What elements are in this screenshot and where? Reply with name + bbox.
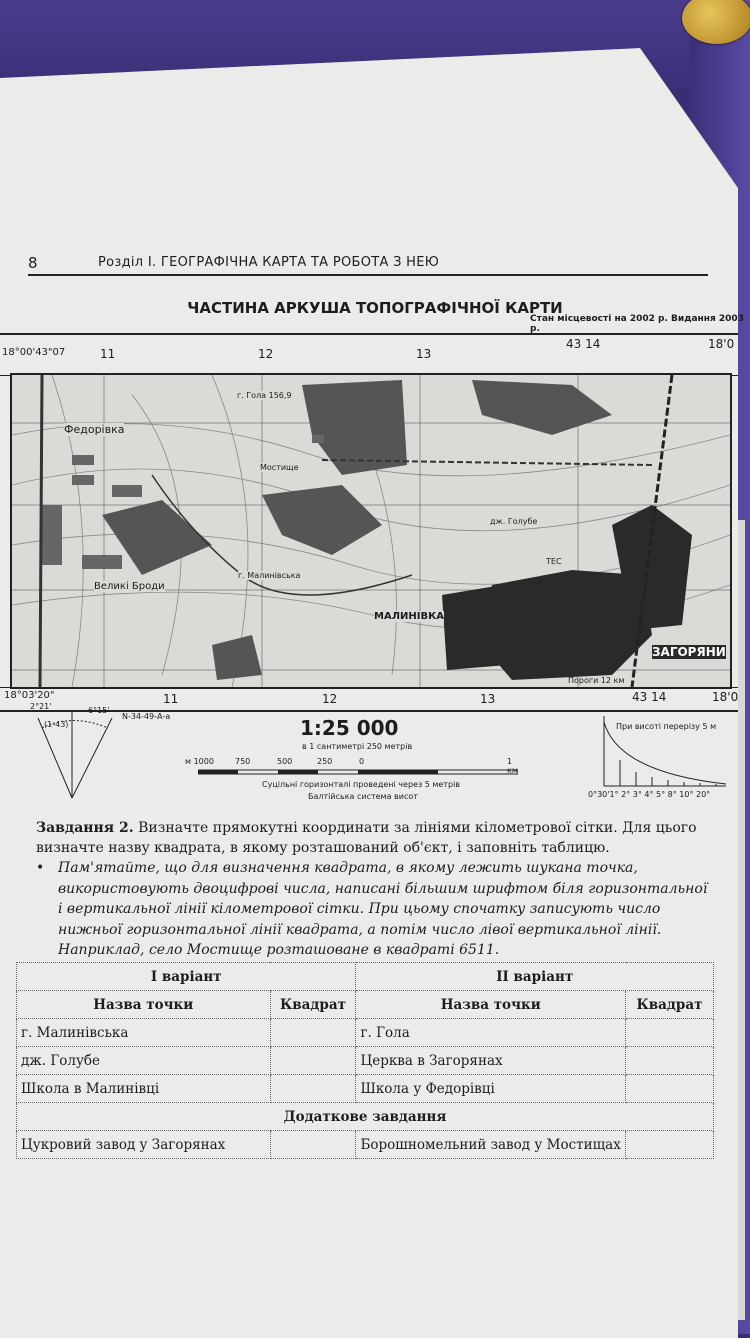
- map-scale: 1:25 000: [300, 716, 399, 740]
- col-point-header: Назва точки: [17, 991, 271, 1019]
- table-row: [17, 1131, 714, 1159]
- grid-top-label: 13: [416, 347, 432, 361]
- grid-bottom-label: 43 14: [632, 690, 667, 704]
- grid-bottom-label: 11: [163, 692, 179, 706]
- place-mostyshche: Мостище: [260, 463, 299, 472]
- slope-scale: [600, 712, 728, 788]
- scale-tick: 1 км: [507, 757, 518, 775]
- scale-tick: 250: [317, 757, 333, 766]
- square-cell[interactable]: [270, 1019, 356, 1047]
- point-name: Борошномельний завод у Мостищах: [356, 1131, 626, 1159]
- col-square-header: Квадрат: [270, 991, 356, 1019]
- slope-note: При висоті перерізу 5 м: [616, 722, 717, 731]
- scale-bar: [198, 768, 518, 778]
- extra-task-header: Додаткове завдання: [17, 1103, 714, 1131]
- declination-value: 6°15': [88, 706, 110, 715]
- scale-note: в 1 сантиметрі 250 метрів: [302, 742, 413, 751]
- square-cell[interactable]: [270, 1047, 356, 1075]
- variant-2-header: ІІ варіант: [356, 963, 714, 991]
- section-title: Розділ І. ГЕОГРАФІЧНА КАРТА ТА РОБОТА З НЕЮ: [98, 255, 440, 270]
- map-drawing: [12, 375, 730, 687]
- table-row: [17, 1047, 714, 1075]
- note-text: Пам'ятайте, що для визначення квадрата, в якому лежить шукана точка, використовують двоцифрові числа, написані більшим шрифтом біля горизонтальної і вертикальної лінії кілометрової сітки. При цьому спочатку записують число нижньої горизонтальної лінії квадрата, а потім число лівої вертикальної лінії. Наприклад, село Мостище розташоване в квадраті 6511.: [58, 860, 708, 958]
- place-tes: ТЕС: [546, 557, 562, 566]
- grid-top-label: 18°00'43"07: [2, 347, 66, 358]
- point-name: Церква в Загорянах: [356, 1047, 626, 1075]
- grid-bottom-label: 18'0: [712, 690, 739, 704]
- col-square-header: Квадрат: [626, 991, 714, 1019]
- point-name: Цукровий завод у Загорянах: [17, 1131, 271, 1159]
- map-title: ЧАСТИНА АРКУША ТОПОГРАФІЧНОЇ КАРТИ: [187, 299, 563, 317]
- place-malynivska: г. Малинівська: [238, 571, 301, 580]
- grid-top-label: 43 14: [566, 337, 601, 351]
- map-edition: Стан місцевості на 2002 р. Видання 2003 р.: [530, 314, 744, 334]
- place-malynivka: МАЛИНІВКА: [374, 611, 444, 622]
- bullet-icon: •: [36, 860, 45, 876]
- square-cell[interactable]: [626, 1019, 714, 1047]
- grid-top-label: 18'0: [708, 337, 735, 351]
- grid-top-strip: [0, 333, 738, 376]
- place-holube: дж. Голубе: [490, 517, 538, 526]
- place-fedorivka: Федорівка: [64, 423, 125, 436]
- contour-note: Суцільні горизонталі проведені через 5 метрів: [262, 780, 461, 789]
- square-cell[interactable]: [626, 1131, 714, 1159]
- table-row: [17, 1075, 714, 1103]
- page-number: 8: [28, 254, 38, 272]
- declination-value: 2°21': [30, 702, 52, 711]
- point-name: дж. Голубе: [17, 1047, 271, 1075]
- answer-table: [16, 962, 714, 1159]
- threshold-label: Пороги 12 км: [568, 676, 625, 685]
- grid-bottom-label: 18°03'20": [4, 690, 55, 701]
- task-note: [36, 858, 708, 961]
- declination-diagram: [20, 708, 130, 803]
- variant-1-header: І варіант: [17, 963, 356, 991]
- slope-ticks: 0°30'1° 2° 3° 4° 5° 8° 10° 20°: [588, 790, 711, 799]
- col-point-header: Назва точки: [356, 991, 626, 1019]
- place-velyki-brody: Великі Броди: [94, 581, 165, 592]
- declination-value: (1-43): [44, 720, 69, 729]
- square-cell[interactable]: [270, 1075, 356, 1103]
- scale-tick: 750: [235, 757, 251, 766]
- sheet-code: N-34-49-А-а: [122, 712, 171, 721]
- point-name: г. Гола: [356, 1019, 626, 1047]
- grid-top-label: 12: [258, 347, 274, 361]
- scale-tick: 0: [359, 757, 365, 766]
- table-row: [17, 1019, 714, 1047]
- task-description: [36, 818, 708, 858]
- square-cell[interactable]: [626, 1047, 714, 1075]
- square-cell[interactable]: [626, 1075, 714, 1103]
- point-name: г. Малинівська: [17, 1019, 271, 1047]
- scale-tick: м 1000: [185, 757, 214, 766]
- square-cell[interactable]: [270, 1131, 356, 1159]
- place-hola: г. Гола 156,9: [237, 391, 292, 400]
- point-name: Школа у Федорівці: [356, 1075, 626, 1103]
- topographic-map: [10, 373, 732, 689]
- place-zahoriany: ЗАГОРЯНИ: [652, 645, 726, 659]
- grid-bottom-label: 12: [322, 692, 338, 706]
- point-name: Школа в Малинівці: [17, 1075, 271, 1103]
- grid-top-label: 11: [100, 347, 116, 361]
- scale-tick: 500: [277, 757, 293, 766]
- page-header: [28, 252, 708, 276]
- task-label: Завдання 2.: [36, 820, 134, 836]
- task-text: Визначте прямокутні координати за лініями кілометрової сітки. Для цього визначте назву квадрата, в якому розташований об'єкт, і заповніть таблицю.: [36, 820, 697, 856]
- grid-bottom-label: 13: [480, 692, 496, 706]
- height-system: Балтійська система висот: [308, 792, 418, 801]
